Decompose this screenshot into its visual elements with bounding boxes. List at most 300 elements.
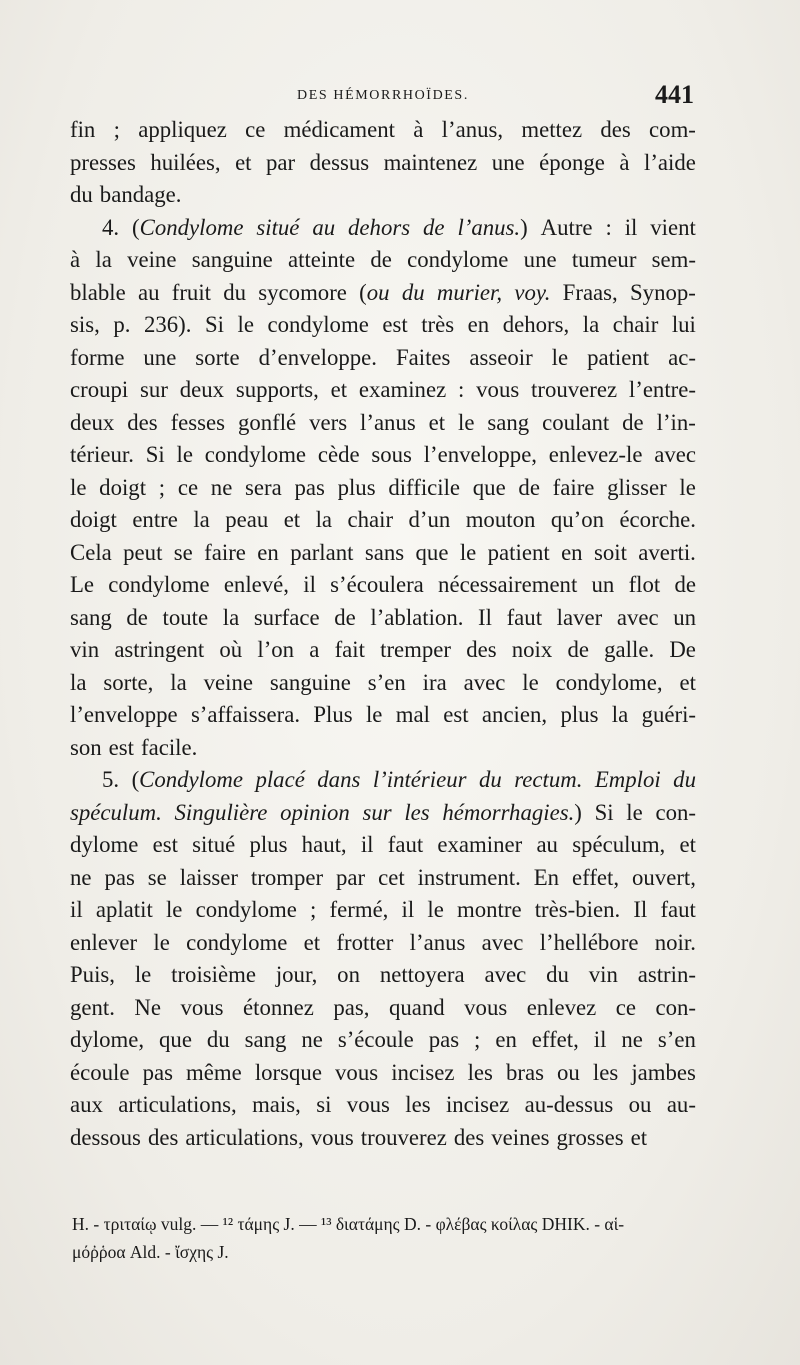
word: Il	[633, 897, 648, 922]
text-line	[70, 797, 696, 830]
word: des	[466, 637, 497, 662]
word: veines	[491, 1124, 550, 1150]
word: sera	[245, 474, 282, 500]
word: faire	[204, 539, 246, 565]
word: incisez	[445, 1092, 510, 1117]
word: et	[679, 832, 696, 857]
word: l’anus	[409, 929, 466, 955]
footnote-line: μόῤῥοα Ald. - ἴσχης J.	[72, 1242, 229, 1262]
text-line	[70, 212, 696, 245]
word: condylome	[204, 442, 307, 467]
word: l’enveloppe	[70, 702, 178, 727]
text-line	[70, 862, 696, 895]
word: Il	[478, 604, 492, 630]
text-line	[70, 309, 696, 342]
word: croupi	[70, 377, 129, 402]
word: noir.	[654, 929, 696, 955]
word: peut	[123, 539, 163, 565]
word: il	[593, 1027, 607, 1052]
running-header	[70, 80, 696, 114]
word: l’hellébore	[539, 929, 639, 955]
word: Si	[145, 442, 165, 467]
word: des	[600, 117, 631, 142]
word: deux	[70, 409, 115, 435]
word: bras	[505, 1059, 544, 1085]
word: examiner	[437, 832, 523, 857]
word: médicament	[283, 117, 396, 142]
word: le	[134, 962, 152, 987]
text-line	[70, 407, 696, 440]
word: astrin-	[637, 962, 696, 987]
word: Emploi	[594, 767, 661, 792]
word: pas	[142, 1059, 173, 1085]
word: la	[193, 507, 210, 532]
word: dans	[317, 767, 361, 792]
word: condylome	[195, 897, 297, 922]
word: vin	[588, 962, 618, 987]
word: entre	[132, 507, 178, 532]
word: sur	[362, 799, 392, 825]
word: l’entre-	[628, 377, 696, 402]
text-line	[70, 634, 696, 667]
word: aplatit	[95, 897, 153, 922]
text-line	[70, 537, 696, 570]
word: dylome	[70, 832, 139, 857]
word: examinez	[358, 377, 447, 402]
word: glisser	[607, 474, 667, 500]
word: instrument.	[417, 864, 521, 890]
word: vous	[310, 1124, 354, 1150]
word: se	[173, 539, 193, 565]
word: l’anus	[360, 409, 416, 435]
word: plus	[560, 702, 599, 727]
word: du	[478, 767, 502, 792]
word: au-	[666, 1092, 696, 1117]
word: de	[518, 474, 540, 500]
text-line	[70, 114, 696, 147]
word: montre	[456, 897, 522, 922]
word: laver	[556, 604, 603, 630]
word: du	[206, 1027, 230, 1052]
word: la	[611, 702, 629, 727]
word: faut	[506, 604, 543, 630]
word: situé	[256, 214, 300, 240]
word: nécessairement	[438, 572, 578, 597]
word: Synop-	[630, 279, 696, 305]
text-line	[70, 699, 696, 732]
word: coulant	[542, 409, 610, 435]
word: a	[309, 637, 320, 662]
word: condylome	[407, 247, 509, 272]
word: des	[127, 409, 158, 435]
word: jour,	[275, 962, 318, 987]
word: Autre	[540, 214, 593, 240]
text-line	[70, 829, 696, 862]
word: doigt	[99, 474, 147, 500]
word: un	[673, 604, 696, 630]
word: ;	[310, 897, 317, 922]
word: au-dessus	[524, 1092, 614, 1117]
word: ne	[621, 1027, 643, 1052]
text-line	[70, 439, 696, 472]
word: trouverez	[531, 377, 618, 402]
word: ne	[210, 474, 233, 500]
word: aux	[70, 1092, 103, 1117]
word: très-bien.	[534, 897, 621, 922]
word: il	[360, 832, 374, 857]
word: dehors,	[502, 312, 570, 337]
word: au	[536, 832, 558, 857]
word: que	[472, 474, 506, 500]
word: astringent	[114, 637, 205, 662]
word: et	[630, 1124, 648, 1150]
word: bandage.	[99, 182, 182, 207]
word: mais,	[252, 1092, 301, 1117]
word: il	[70, 897, 83, 922]
word: que	[415, 539, 449, 565]
word: cet	[378, 864, 405, 890]
word: En	[533, 864, 560, 890]
word: se	[147, 864, 167, 890]
word: vous	[464, 994, 508, 1020]
word: ira	[422, 669, 447, 695]
word: vient	[650, 214, 696, 240]
word: même	[186, 1059, 242, 1085]
word: en	[467, 312, 490, 337]
word: ne	[301, 1027, 323, 1052]
word: du	[70, 182, 93, 207]
word: en	[561, 539, 583, 565]
word: trouverez	[360, 1124, 447, 1150]
word: rectum.	[514, 767, 583, 792]
word: éponge	[539, 149, 605, 175]
text-line	[70, 927, 696, 960]
word: Singulière	[174, 799, 268, 825]
word: le	[237, 312, 254, 337]
word: on	[337, 962, 360, 987]
word: pas	[104, 864, 135, 890]
word: flot	[628, 572, 661, 597]
word: la	[95, 247, 112, 272]
word: le	[165, 897, 183, 922]
word: soit	[593, 539, 627, 565]
word: veine	[203, 669, 253, 695]
body-text	[70, 114, 696, 1154]
word: et	[235, 149, 252, 175]
word: dessus	[309, 149, 370, 175]
word: 4.	[102, 214, 120, 240]
word: de	[674, 572, 696, 597]
text-line	[70, 504, 696, 537]
word: com-	[649, 117, 696, 142]
word: patient	[487, 539, 550, 565]
word: s’en	[657, 1027, 696, 1052]
word: écorche.	[619, 507, 696, 532]
text-line	[70, 1122, 696, 1155]
word: huilées,	[150, 149, 221, 175]
word: faire	[552, 474, 595, 500]
word: lui	[671, 312, 696, 337]
word: ouvert,	[632, 864, 696, 890]
word: fruit	[171, 279, 211, 305]
text-line	[70, 992, 696, 1025]
word: con-	[655, 799, 696, 825]
word: sans	[364, 539, 405, 565]
word: si	[316, 1092, 332, 1117]
word: à	[413, 117, 424, 142]
word: averti.	[638, 539, 696, 565]
word: de	[126, 604, 148, 630]
word: dylome,	[70, 1027, 145, 1052]
text-line	[70, 342, 696, 375]
word: la	[70, 669, 87, 695]
word: sang	[487, 409, 530, 435]
word: les	[405, 1092, 431, 1117]
word: situé	[192, 832, 236, 857]
footnote-line: H. - τριταίῳ vulg. — ¹² τάμης J. — ¹³ διατάμης D. - φλέβας κοίλας DHIK. - αἱ-	[72, 1214, 625, 1234]
word: tremper	[380, 637, 452, 662]
word: spéculum,	[572, 832, 666, 857]
word: vers	[309, 409, 348, 435]
word: plus	[249, 832, 288, 857]
word: sorte,	[103, 669, 154, 695]
word: surface	[253, 604, 320, 630]
word: ;	[113, 117, 120, 142]
word: avec	[616, 604, 659, 630]
word: asseoir	[469, 344, 533, 370]
word: faut	[660, 897, 696, 922]
word: l’ablation.	[370, 604, 464, 630]
text-line	[70, 764, 696, 797]
text-line	[70, 374, 696, 407]
word: presses	[70, 149, 136, 175]
word: du	[546, 962, 569, 987]
word: le	[459, 539, 477, 565]
word: tromper	[250, 864, 324, 890]
word: noix	[511, 637, 553, 662]
word: les	[467, 1059, 493, 1085]
word: :	[458, 377, 465, 402]
word: effet,	[531, 1027, 579, 1052]
text-line	[70, 667, 696, 700]
word: facile.	[141, 734, 198, 760]
word: le	[626, 799, 643, 825]
word: pas,	[333, 994, 370, 1020]
word: sem-	[651, 247, 696, 272]
text-line	[70, 277, 696, 310]
word: et	[303, 929, 321, 955]
word: ac-	[668, 344, 696, 370]
word: dessous	[70, 1124, 141, 1150]
word: atteinte	[288, 247, 356, 272]
word: voy.	[514, 279, 551, 305]
word: le	[70, 474, 87, 500]
word: ou	[557, 1059, 580, 1085]
text-line	[70, 244, 696, 277]
text-line	[70, 602, 696, 635]
word: condylome	[267, 312, 369, 337]
word: le	[551, 344, 569, 370]
word: grosses	[556, 1124, 624, 1150]
word: térieur.	[70, 442, 134, 467]
page-number: 441	[655, 80, 694, 109]
word: difficile	[388, 474, 461, 500]
text-line	[70, 894, 696, 927]
word: (Condylome	[131, 767, 243, 792]
word: écoule	[70, 1059, 130, 1085]
word: placé	[255, 767, 305, 792]
word: Puis,	[70, 962, 115, 987]
word: s’affaissera.	[190, 702, 301, 727]
word: enlevez-le	[548, 442, 643, 467]
word: ou	[628, 1092, 652, 1117]
word: enlever	[70, 929, 138, 955]
word: hémorrhagies.)	[442, 799, 582, 825]
word: vous	[180, 994, 224, 1020]
word: le	[522, 669, 539, 695]
word: est	[382, 312, 408, 337]
word: fermé,	[329, 897, 389, 922]
word: vous	[346, 1092, 390, 1117]
word: des	[147, 1124, 179, 1150]
word: de	[423, 214, 445, 240]
word: blable	[70, 279, 126, 305]
word: sycomore	[258, 279, 347, 305]
word: et	[428, 409, 446, 435]
text-line	[70, 959, 696, 992]
text-line	[70, 179, 696, 212]
word: toute	[162, 604, 209, 630]
word: une	[523, 247, 557, 272]
word: ne	[70, 864, 92, 890]
word: laisser	[179, 864, 238, 890]
word: s’écoulera	[330, 572, 424, 597]
word: à	[70, 247, 81, 272]
word: patient	[587, 344, 650, 370]
word: (Condylome	[132, 214, 244, 240]
text-line	[70, 1057, 696, 1090]
word: guéri-	[641, 702, 696, 727]
word: supports,	[235, 377, 319, 402]
word: de	[334, 604, 356, 630]
text-line	[70, 147, 696, 180]
word: articulations,	[185, 1124, 304, 1150]
word: De	[669, 637, 696, 662]
word: con-	[655, 994, 696, 1020]
word: parlant	[290, 539, 354, 565]
word: où	[219, 637, 243, 662]
word: peau	[225, 507, 269, 532]
word: très	[421, 312, 455, 337]
word: ;	[474, 1027, 481, 1052]
word: lorsque	[254, 1059, 322, 1085]
word: plus	[337, 474, 376, 500]
word: le	[458, 409, 475, 435]
word: ;	[158, 474, 166, 500]
word: condylome	[108, 572, 210, 597]
word: les	[592, 1059, 619, 1085]
footnotes	[72, 1210, 694, 1266]
word: chair	[612, 312, 659, 337]
word: Cela	[70, 539, 112, 565]
text-line	[70, 1024, 696, 1057]
word: il	[401, 897, 415, 922]
word: sang	[70, 604, 112, 630]
word: forme	[70, 344, 125, 370]
word: est	[108, 734, 134, 760]
word: sous	[371, 442, 412, 467]
word: condylome,	[555, 669, 663, 695]
word: galle.	[604, 637, 655, 662]
word: pas	[428, 1027, 460, 1052]
word: pas	[294, 474, 325, 500]
word: s’écoule	[337, 1027, 414, 1052]
word: s’en	[367, 669, 406, 695]
word: est	[152, 832, 178, 857]
word: tumeur	[571, 247, 637, 272]
word: sis,	[70, 312, 100, 337]
word: murier,	[436, 279, 503, 305]
word: Faites	[395, 344, 451, 370]
word: l’anus.)	[457, 214, 528, 240]
word: une	[491, 149, 525, 175]
word: mouton	[465, 507, 536, 532]
word: le	[427, 897, 444, 922]
word: (ou	[359, 279, 390, 305]
word: le	[153, 929, 170, 955]
word: l’intérieur	[372, 767, 467, 792]
word: incisez	[391, 1059, 455, 1085]
word: un	[591, 572, 615, 597]
word: avec	[481, 929, 524, 955]
word: p.	[113, 312, 131, 337]
word: et	[283, 507, 301, 532]
word: chair	[347, 507, 394, 532]
word: le	[176, 442, 193, 467]
word: effet,	[572, 864, 620, 890]
word: troisième	[171, 962, 256, 987]
word: par	[265, 149, 296, 175]
word: à	[619, 149, 630, 175]
word: le	[365, 702, 383, 727]
word: vous	[335, 1059, 379, 1085]
word: Le	[70, 572, 95, 597]
word: est	[443, 702, 469, 727]
word: fin	[70, 117, 96, 142]
word: Si	[204, 312, 224, 337]
word: sanguine	[269, 669, 351, 695]
word: 236).	[143, 312, 192, 337]
word: de	[567, 637, 589, 662]
word: faut	[387, 832, 424, 857]
word: au	[312, 214, 336, 240]
word: appliquez	[138, 117, 227, 142]
word: 5.	[102, 767, 120, 792]
text-line	[70, 732, 696, 765]
word: deux	[179, 377, 225, 402]
word: articulations,	[118, 1092, 237, 1117]
word: avec	[484, 962, 527, 987]
word: des	[453, 1124, 485, 1150]
word: ce	[245, 117, 266, 142]
word: qu’on	[550, 507, 604, 532]
text-line	[70, 472, 696, 505]
word: d’un	[408, 507, 451, 532]
word: du	[673, 767, 696, 792]
word: doigt	[70, 507, 117, 532]
word: sur	[140, 377, 168, 402]
word: vous	[476, 377, 520, 402]
